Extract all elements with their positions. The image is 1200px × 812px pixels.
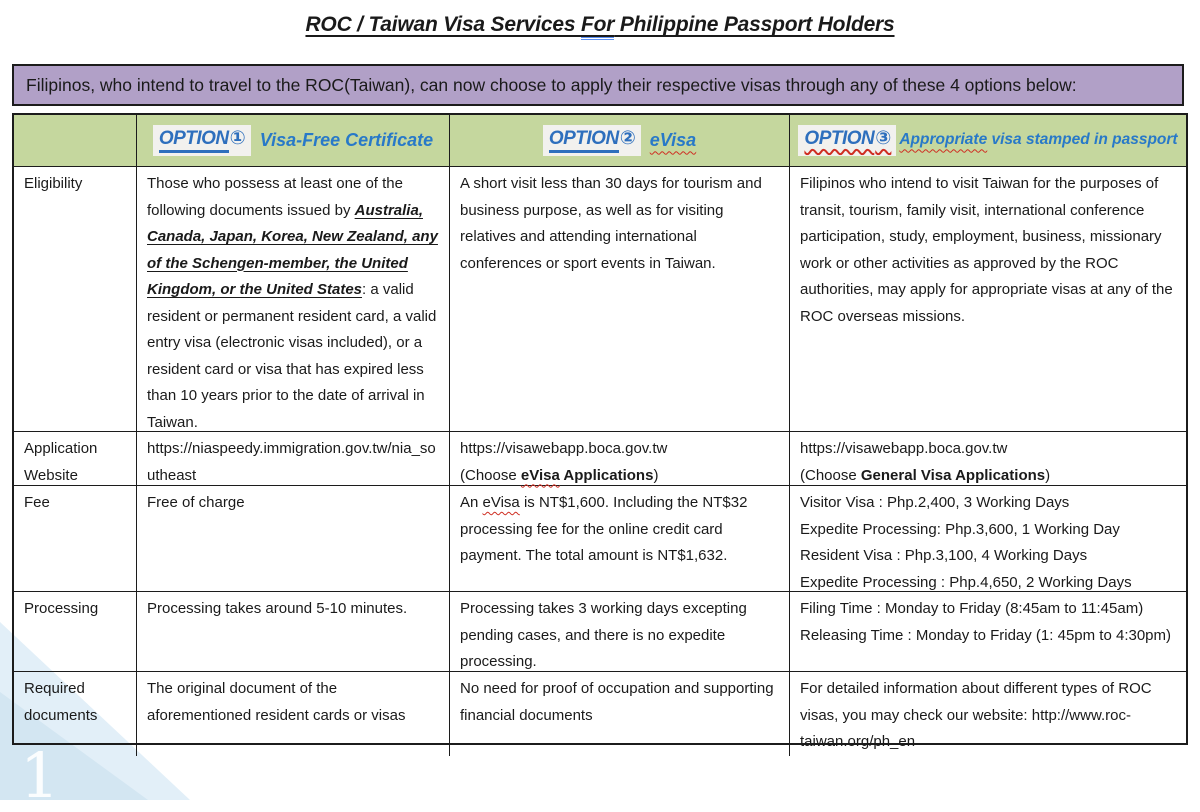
header-option1 <box>137 115 450 167</box>
required-option2-cell: No need for proof of occupation and supporting financial documents <box>450 672 790 756</box>
fee-opt2-rest: is NT$1,600. Including the NT$32 processing fee for the online credit card payment. The total amount is NT$1,632. <box>460 494 748 564</box>
option1-badge <box>153 125 251 156</box>
option3-title-rest: visa stamped in passport <box>987 131 1178 149</box>
option2-label: OPTION <box>549 128 619 153</box>
circled-1-icon: ① <box>229 128 246 150</box>
option1-label: OPTION <box>159 128 229 153</box>
website-option2-cell <box>450 432 790 486</box>
website-option2-url: https://visawebapp.boca.gov.tw <box>460 440 668 457</box>
eligibility-option2-cell: A short visit less than 30 days for tourism and business purpose, as well as for visiting relatives and attending international conferences or sport events in Taiwan. <box>450 167 790 432</box>
required-option3-cell: For detailed information about different types of ROC visas, you may check our website: http://www.roc-taiwan.org/ph_en <box>800 680 1152 750</box>
fee-line: Expedite Processing: Php.3,600, 1 Working Day <box>800 520 1120 538</box>
processing-option3-cell <box>790 592 1186 672</box>
header-option2 <box>450 115 790 167</box>
website-opt2-evisa: eVisa <box>520 466 560 484</box>
required-option1-cell: The original document of the aforementioned resident cards or visas <box>137 672 450 756</box>
header-corner-cell <box>14 115 137 167</box>
option3-title <box>899 127 1177 154</box>
row-label-required-documents: Required documents <box>14 672 137 756</box>
fee-opt2-pre: An <box>460 494 483 511</box>
row-label-fee: Fee <box>14 486 137 592</box>
grammar-checked-word: For <box>581 13 614 40</box>
option2-title-wavy: eVisa <box>649 130 697 151</box>
website-option1-cell <box>137 432 450 486</box>
visa-options-table <box>12 113 1188 750</box>
row-label-eligibility: Eligibility <box>14 167 137 432</box>
fee-opt2-evisa: eVisa <box>482 494 520 511</box>
website-opt2-apps: Applications <box>559 466 654 484</box>
intro-banner-text: Filipinos, who intend to travel to the ROC(Taiwan), can now choose to apply their respective visas through any of these 4 options below: <box>26 74 1077 95</box>
option2-title <box>650 127 696 154</box>
fee-line: Visitor Visa : Php.2,400, 3 Working Days <box>800 494 1070 511</box>
website-opt2-pre: (Choose <box>460 466 521 484</box>
circled-3-icon: ③ <box>875 128 892 150</box>
eligibility-option3-cell: Filipinos who intend to visit Taiwan for the purposes of transit, tourism, family visit, international conference participation, study, employment, business, missionary work or other activities as approved by the ROC authorities, may apply for appropriate visas at any of the ROC overseas missions. <box>790 167 1186 432</box>
eligibility-country-list: Australia, Canada, Japan, Korea, New Zealand, any of the Schengen-member, the United Kingdom, or the United States <box>147 201 438 298</box>
option1-title <box>260 127 433 154</box>
row-label-processing: Processing <box>14 592 137 672</box>
option3-title-wavy: Appropriate <box>899 131 988 149</box>
title-bar <box>0 13 1200 37</box>
intro-banner <box>12 64 1184 106</box>
option2-badge <box>543 125 641 156</box>
fee-option1-cell: Free of charge <box>137 486 450 592</box>
processing-line: Filing Time : Monday to Friday (8:45am to 11:45am) <box>800 600 1144 617</box>
website-opt3-general: General Visa Applications <box>860 466 1046 484</box>
eligibility-option1-cell <box>137 167 450 432</box>
processing-line: Releasing Time : Monday to Friday (1: 45pm to 4:30pm) <box>800 626 1172 644</box>
title-post: Philippine Passport Holders <box>614 13 895 36</box>
title-pre: ROC / Taiwan Visa Services <box>305 13 581 36</box>
option1-title-rest: Visa-Free Certificate <box>259 130 434 151</box>
processing-option1-cell: Processing takes around 5-10 minutes. <box>137 592 450 672</box>
row-label-application-website: Application Website <box>14 432 137 486</box>
slide-page-number: 1 <box>20 739 60 812</box>
header-option3 <box>790 115 1186 167</box>
website-option3-cell <box>790 432 1186 486</box>
eligibility-opt1-rest: : a valid resident or permanent resident card, a valid entry visa (electronic visas included), or a resident card or visa that has expired less than 10 years prior to the date of arrival in Taiwan. <box>147 281 437 431</box>
fee-line: Resident Visa : Php.3,100, 4 Working Days <box>800 547 1088 564</box>
page-title <box>305 13 894 40</box>
website-opt3-close: ) <box>1045 466 1051 484</box>
fee-line: Expedite Processing : Php.4,650, 2 Working Days <box>800 573 1132 591</box>
circled-2-icon: ② <box>619 128 636 150</box>
fee-option2-cell <box>450 486 790 592</box>
website-opt2-close: ) <box>653 466 659 484</box>
option3-badge <box>798 125 896 156</box>
website-option3-url: https://visawebapp.boca.gov.tw <box>800 440 1008 457</box>
processing-option2-cell: Processing takes 3 working days excepting pending cases, and there is no expedite processing. <box>450 592 790 672</box>
website-opt3-pre: (Choose <box>800 466 861 484</box>
option3-label: OPTION <box>804 128 875 150</box>
website-option1-url: https://niaspeedy.immigration.gov.tw/nia_southeast <box>147 440 436 484</box>
fee-option3-cell <box>790 486 1186 592</box>
eligibility-opt1-intro: Those who possess at least one of the following documents issued by <box>147 175 403 219</box>
